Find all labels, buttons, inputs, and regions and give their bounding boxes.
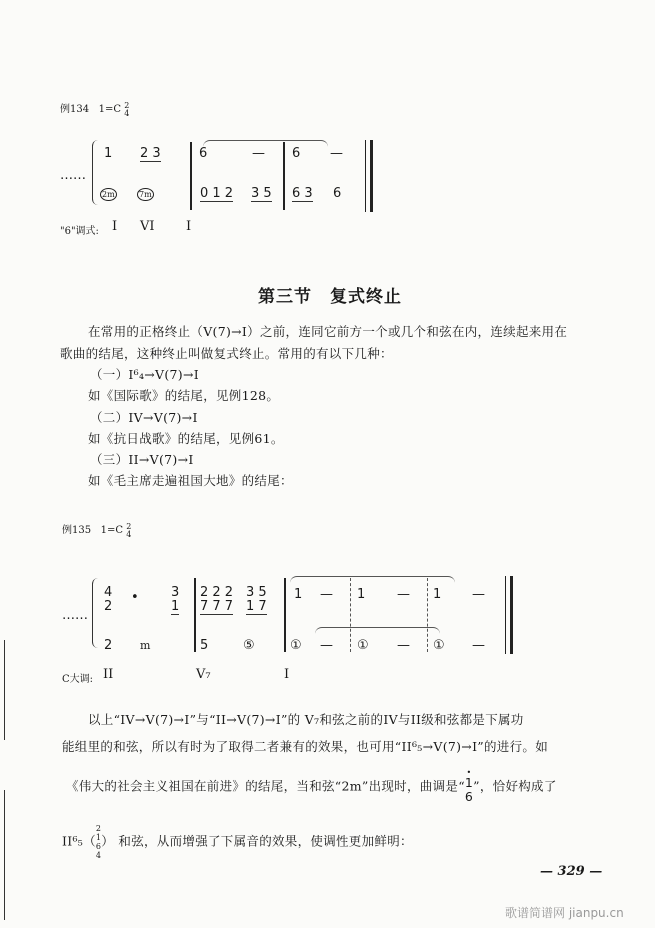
chord-symbol: ⑤ <box>243 638 255 653</box>
note: 1 <box>171 599 180 614</box>
paragraph-line: 如《毛主席走遍祖国大地》的结尾： <box>88 473 293 488</box>
chord-symbol: 7m <box>139 190 152 199</box>
final-bar-line <box>505 576 513 654</box>
roman-numeral: I <box>186 219 192 234</box>
section-title: 第三节 复式终止 <box>258 287 402 307</box>
sustain-dash: — <box>330 146 343 161</box>
page-number: — 329 — <box>540 864 603 879</box>
roman-numeral: I <box>284 667 290 682</box>
lead-dots: …… <box>60 168 86 183</box>
paragraph-line: 歌曲的结尾，这种终止叫做复式终止。常用的有以下几种： <box>60 346 393 361</box>
example-134-header <box>60 100 129 118</box>
bar-line <box>194 578 196 652</box>
list-item: （一）I⁶₄→V(7)→I <box>90 367 199 382</box>
bar-line <box>427 578 428 652</box>
staff-brace <box>92 140 98 205</box>
scan-edge <box>4 790 5 920</box>
key-label: C大调: <box>62 674 94 685</box>
paragraph-line: 在常用的正格终止（V(7)→I）之前，连同它前方一个或几个和弦在内，连续起来用在 <box>88 324 568 339</box>
sustain-dash: — <box>472 638 485 653</box>
paragraph-line: 能组里的和弦，所以有时为了取得二者兼有的效果，也可用“II⁶₅→V(7)→I”的进行。如 <box>62 739 548 754</box>
paragraph-line: 如《抗日战歌》的结尾，见例61。 <box>88 431 284 446</box>
paragraph-line <box>62 824 413 860</box>
note-group: 2 2 2 <box>200 585 234 600</box>
note: 1 <box>104 146 113 161</box>
sustain-dash: — <box>397 638 410 653</box>
note-group: 7 7 7 <box>200 599 234 614</box>
final-bar-line <box>365 140 373 212</box>
roman-numeral: I <box>112 219 118 234</box>
sustain-dash: — <box>320 587 333 602</box>
note-group: 6 3 <box>292 186 313 201</box>
example-label: 例135 <box>62 525 92 536</box>
note-group: 1 7 <box>246 599 267 614</box>
paragraph-line <box>66 770 557 804</box>
roman-numeral: V₇ <box>196 667 211 682</box>
sustain-dash: — <box>472 587 485 602</box>
note-group: 3 5 <box>246 585 267 600</box>
bar-line <box>350 578 351 652</box>
note: 1 <box>357 587 366 602</box>
note: 6 <box>199 146 208 161</box>
time-signature: 2 4 <box>126 521 132 539</box>
note: 1 <box>433 587 442 602</box>
list-item: （二）IV→V(7)→I <box>90 410 198 425</box>
time-signature: 2 4 <box>124 100 130 118</box>
roman-numeral: VI <box>140 219 155 234</box>
list-item: （三）II→V(7)→I <box>90 452 194 467</box>
melody-fraction: • 1 6 <box>464 768 474 804</box>
text: 和弦，从而增强了下属音的效果，使调性更加鲜明： <box>118 833 413 849</box>
scan-edge <box>4 640 5 740</box>
note: 4 <box>104 585 113 600</box>
lead-dots: …… <box>62 608 88 623</box>
note: 5 <box>200 638 209 653</box>
paragraph-line: 以上“IV→V(7)→I”与“II→V(7)→I”的 V₇和弦之前的IV与II级和弦都是下属功 <box>88 712 524 727</box>
chord-suffix: ） <box>101 833 115 849</box>
bar-line <box>283 142 285 210</box>
chord-symbol: ① <box>290 638 302 653</box>
bar-line <box>190 142 192 210</box>
text: ”，恰好构成了 <box>473 778 557 794</box>
note: 6 <box>333 186 342 201</box>
example-label: 例134 <box>60 104 90 115</box>
note: 6 <box>292 146 301 161</box>
chord-prefix: II⁶₅（ <box>62 833 96 849</box>
mode-label: "6"调式: <box>60 226 99 237</box>
sustain-dash: — <box>252 146 265 161</box>
sustain-dash: — <box>320 638 333 653</box>
bar-line <box>284 578 286 652</box>
tie <box>290 576 455 583</box>
paragraph-line: 如《国际歌》的结尾，见例128。 <box>88 388 280 403</box>
note: 2 <box>104 638 113 653</box>
note-group: 2 3 <box>140 146 161 161</box>
note: 2 <box>104 599 113 614</box>
watermark: 歌谱简谱网 jianpu.cn <box>505 906 624 920</box>
key-signature: 1=C <box>100 525 124 536</box>
roman-numeral: II <box>103 667 114 682</box>
staff-brace <box>92 578 98 648</box>
tie <box>315 627 440 634</box>
note: 1 <box>294 587 303 602</box>
note: 3 <box>171 585 180 600</box>
chord-symbol: ① <box>357 638 369 653</box>
key-signature: 1=C <box>98 104 122 115</box>
tie <box>203 140 328 147</box>
dot: • <box>131 590 139 605</box>
note-group: 0 1 2 <box>200 186 234 201</box>
chord-symbol: 2m <box>102 190 115 199</box>
chord-stack: 2 1 6 4 <box>95 824 102 860</box>
chord-symbol: m <box>140 639 151 652</box>
sustain-dash: — <box>397 587 410 602</box>
text: 《伟大的社会主义祖国在前进》的结尾，当和弦“2m”出现时，曲调是“ <box>66 778 465 794</box>
chord-symbol: ① <box>433 638 445 653</box>
note-group: 3 5 <box>251 186 272 201</box>
example-135-header <box>62 521 131 539</box>
